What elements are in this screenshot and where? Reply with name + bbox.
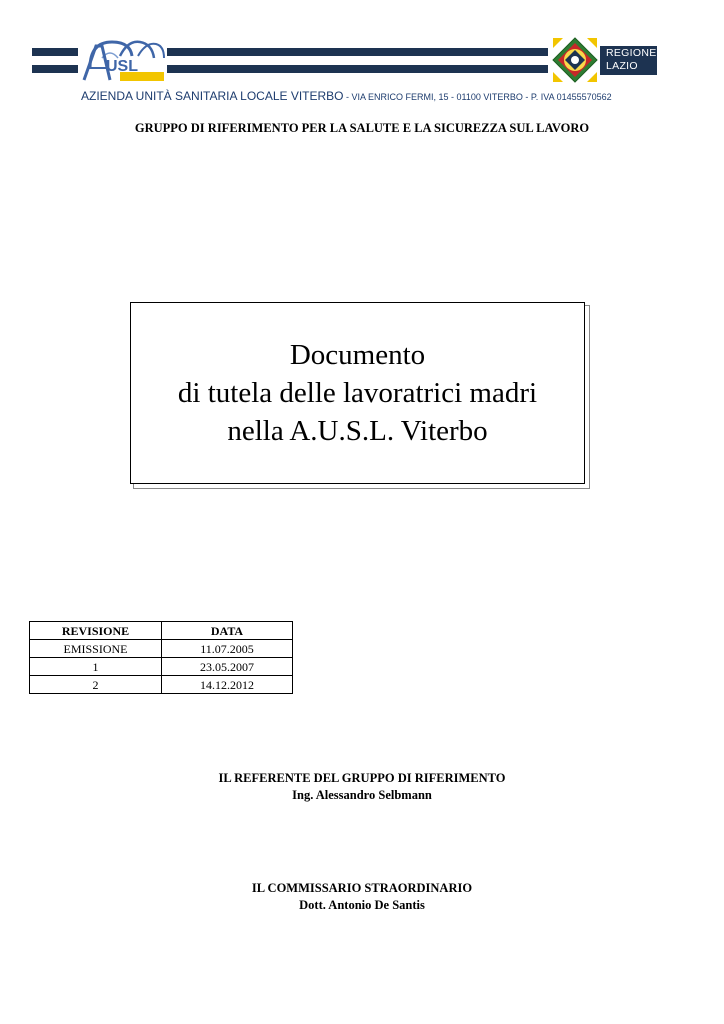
address-line (81, 89, 612, 103)
date-cell: 14.12.2012 (162, 676, 293, 694)
title-line-1: Documento (289, 339, 426, 371)
ausl-logo-text: USL (106, 58, 138, 75)
commissario-name: Dott. Antonio De Santis (299, 898, 425, 912)
group-title: GRUPPO DI RIFERIMENTO PER LA SALUTE E LA SICUREZZA SUL LAVORO (134, 121, 590, 135)
revision-cell: 2 (30, 676, 162, 694)
revision-cell: 1 (30, 658, 162, 676)
org-name: AZIENDA UNITÀ SANITARIA LOCALE VITERBO (81, 89, 344, 103)
region-label (606, 47, 657, 73)
referente-block (0, 770, 724, 804)
date-cell: 23.05.2007 (162, 658, 293, 676)
table-row (30, 676, 293, 694)
table-header-row (30, 622, 293, 640)
org-address: - VIA ENRICO FERMI, 15 - 01100 VITERBO - P. IVA 01455570562 (343, 92, 612, 102)
revision-cell: EMISSIONE (30, 640, 162, 658)
title-box (130, 302, 585, 484)
commissario-role: IL COMMISSARIO STRAORDINARIO (251, 881, 473, 895)
referente-role: IL REFERENTE DEL GRUPPO DI RIFERIMENTO (218, 771, 506, 785)
header-bar-mid-top (167, 48, 548, 56)
date-cell: 11.07.2005 (162, 640, 293, 658)
revision-table (29, 621, 293, 694)
referente-name: Ing. Alessandro Selbmann (292, 788, 432, 802)
commissario-block (0, 880, 724, 914)
header-bar-left-top (32, 48, 78, 56)
header-revisione: REVISIONE (30, 622, 162, 640)
ausl-logo (80, 38, 166, 82)
table-row (30, 640, 293, 658)
header-bar-left-bottom (32, 65, 78, 73)
title-line-2: di tutela delle lavoratrici madri (177, 377, 538, 409)
header-data: DATA (162, 622, 293, 640)
header-bar-mid-bottom (167, 65, 548, 73)
regione-lazio-emblem (551, 36, 599, 84)
title-line-3: nella A.U.S.L. Viterbo (227, 415, 488, 447)
region-line2: LAZIO (606, 60, 638, 72)
region-line1: REGIONE (606, 47, 657, 59)
table-row (30, 658, 293, 676)
